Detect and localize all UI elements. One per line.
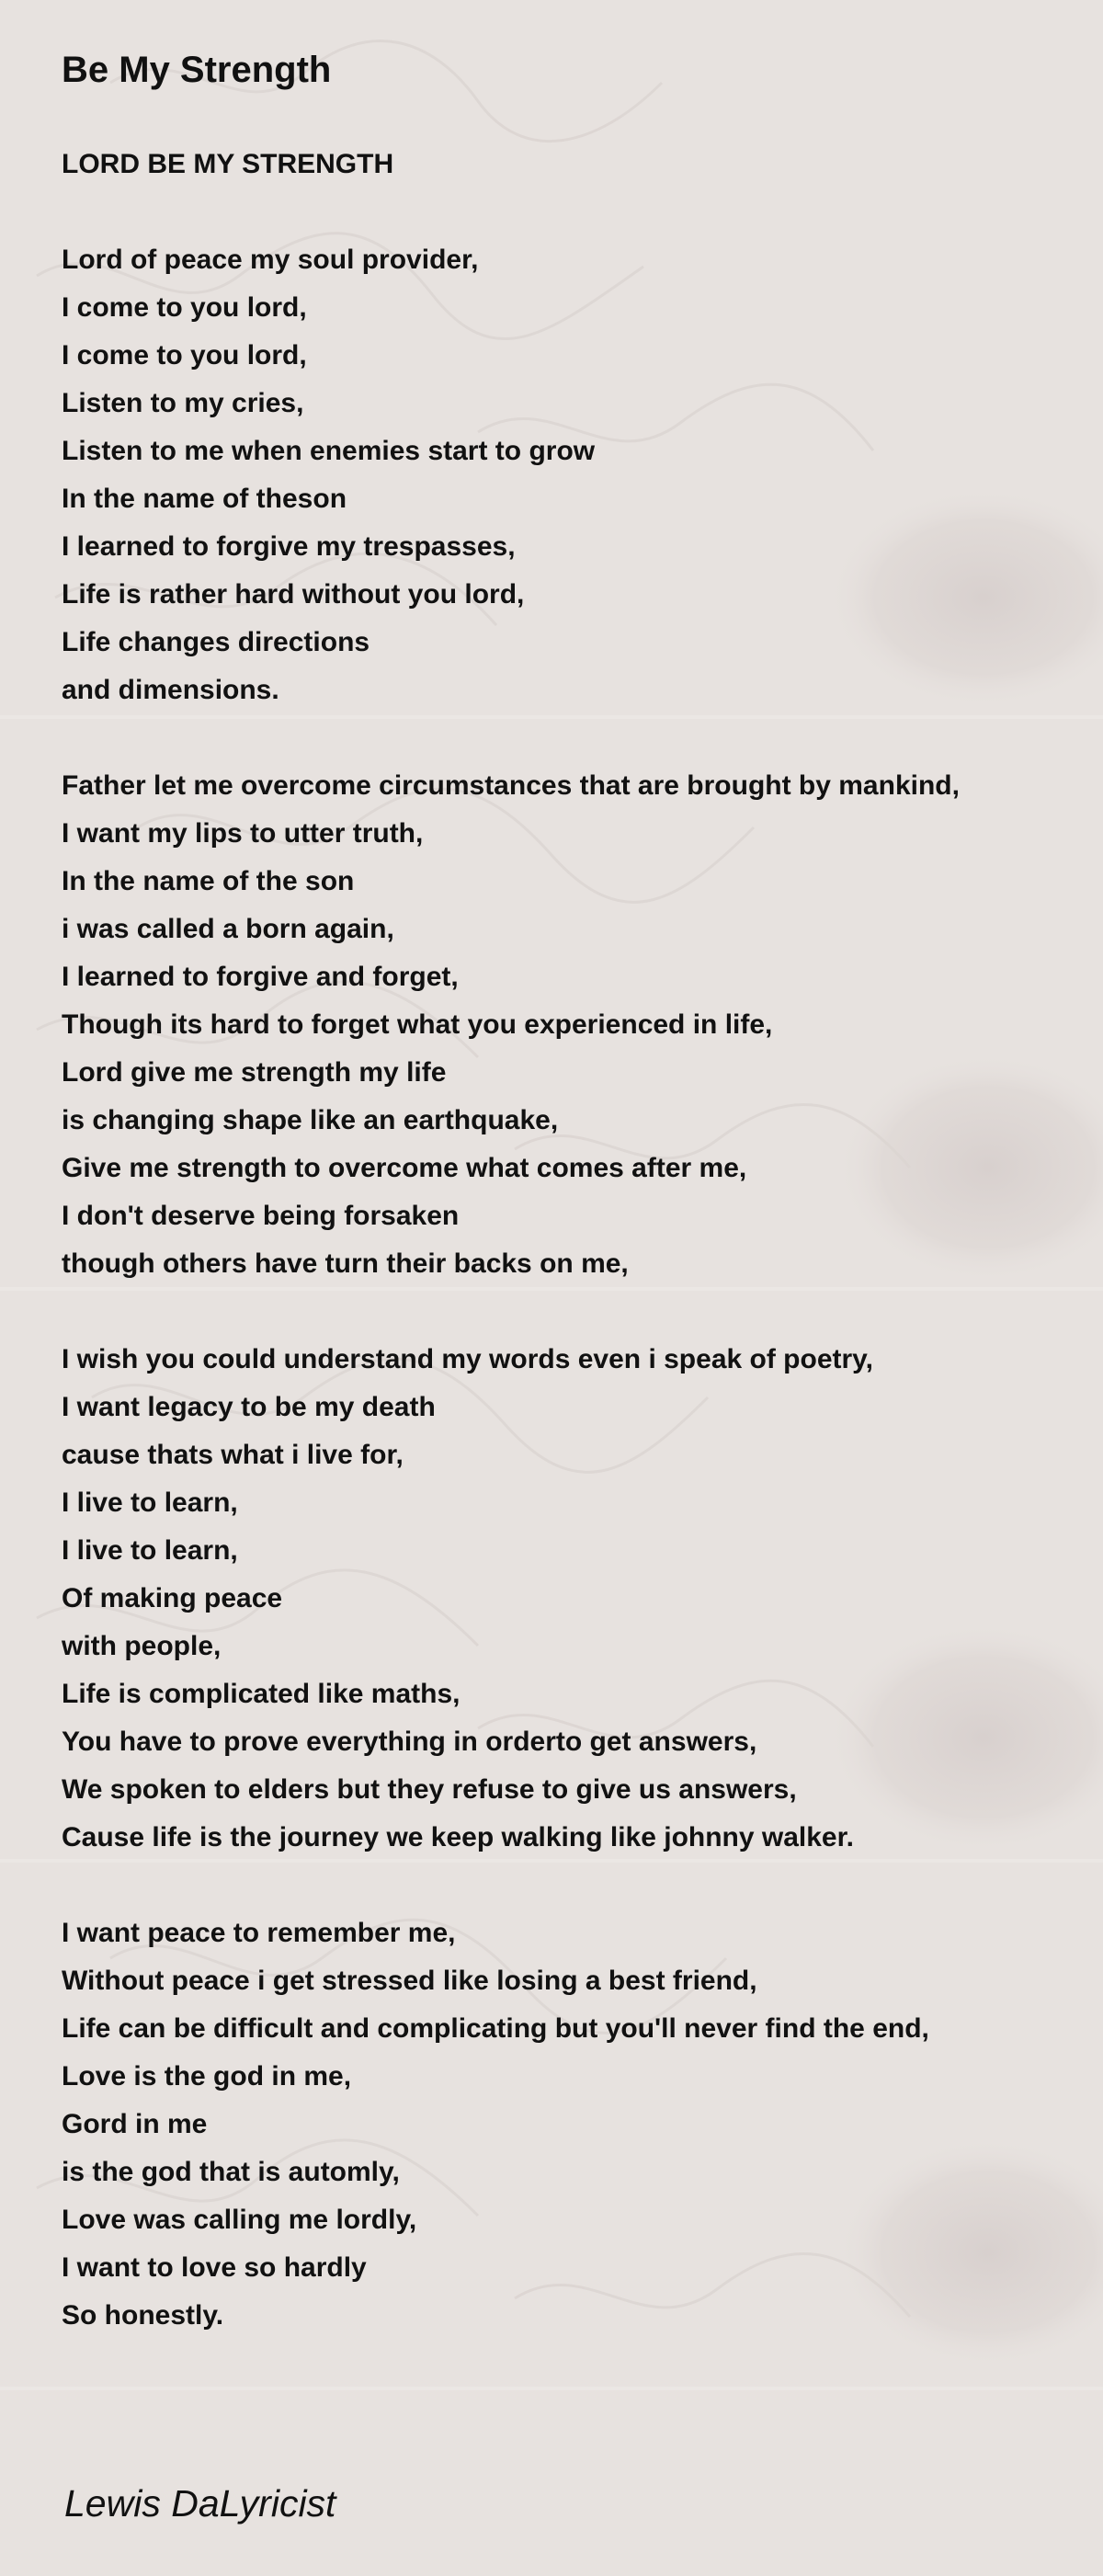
poem-line: Life is rather hard without you lord, bbox=[62, 579, 525, 610]
poem-line: cause thats what i live for, bbox=[62, 1440, 404, 1470]
poem-line: i was called a born again, bbox=[62, 914, 394, 944]
poem-line: Life changes directions bbox=[62, 627, 370, 657]
stanza-break bbox=[62, 714, 1073, 762]
stanza-break bbox=[62, 1288, 1073, 1336]
poem-line: though others have turn their backs on me, bbox=[62, 1248, 629, 1279]
poem-line: I wish you could understand my words even i speak of poetry, bbox=[62, 1344, 873, 1374]
poem-line: I want peace to remember me, bbox=[62, 1918, 456, 1948]
poem-title: Be My Strength bbox=[62, 50, 332, 90]
poem-line: Father let me overcome circumstances that are brought by mankind, bbox=[62, 770, 960, 801]
poem-line: I live to learn, bbox=[62, 1535, 238, 1566]
poem-line: Lord give me strength my life bbox=[62, 1057, 447, 1088]
poem-line: Love is the god in me, bbox=[62, 2061, 352, 2092]
poem-line: So honestly. bbox=[62, 2300, 224, 2331]
poem-line: I don't deserve being forsaken bbox=[62, 1201, 460, 1231]
poem-line: In the name of theson bbox=[62, 484, 347, 514]
poem-line: with people, bbox=[62, 1631, 222, 1661]
poem-line: I come to you lord, bbox=[62, 340, 307, 370]
poem-body bbox=[62, 141, 1073, 2340]
poem-line: I learned to forgive my trespasses, bbox=[62, 531, 516, 562]
poem-line: Love was calling me lordly, bbox=[62, 2205, 417, 2235]
poem-author: Lewis DaLyricist bbox=[64, 2482, 336, 2525]
poem-line: Life is complicated like maths, bbox=[62, 1679, 461, 1709]
stanza-break bbox=[62, 188, 1073, 236]
poem-line: I want to love so hardly bbox=[62, 2252, 367, 2283]
poem-line: Lord of peace my soul provider, bbox=[62, 245, 479, 275]
poem-line: is the god that is automly, bbox=[62, 2157, 400, 2187]
poem-line: I want my lips to utter truth, bbox=[62, 818, 424, 849]
stanza-break bbox=[62, 1862, 1073, 1909]
poem-line: Without peace i get stressed like losing a best friend, bbox=[62, 1966, 757, 1996]
poem-heading-line: LORD BE MY STRENGTH bbox=[62, 149, 394, 179]
poem-line: We spoken to elders but they refuse to give us answers, bbox=[62, 1774, 797, 1805]
poem-line: is changing shape like an earthquake, bbox=[62, 1105, 559, 1135]
poem-line: I live to learn, bbox=[62, 1487, 238, 1518]
poem-line: Give me strength to overcome what comes after me, bbox=[62, 1153, 747, 1183]
poem-line: Of making peace bbox=[62, 1583, 283, 1613]
poem-line: I come to you lord, bbox=[62, 292, 307, 323]
poem-line: and dimensions. bbox=[62, 675, 279, 705]
poem-line: You have to prove everything in orderto get answers, bbox=[62, 1727, 757, 1757]
poem-line: Though its hard to forget what you experienced in life, bbox=[62, 1009, 773, 1040]
poem-line: In the name of the son bbox=[62, 866, 355, 896]
poem-line: I want legacy to be my death bbox=[62, 1392, 436, 1422]
poem-line: Cause life is the journey we keep walking like johnny walker. bbox=[62, 1822, 854, 1852]
poem-line: Life can be difficult and complicating but you'll never find the end, bbox=[62, 2013, 929, 2044]
poem-line: Listen to my cries, bbox=[62, 388, 304, 418]
poem-line: Listen to me when enemies start to grow bbox=[62, 436, 596, 466]
poem-line: Gord in me bbox=[62, 2109, 208, 2139]
poem-line: I learned to forgive and forget, bbox=[62, 962, 459, 992]
